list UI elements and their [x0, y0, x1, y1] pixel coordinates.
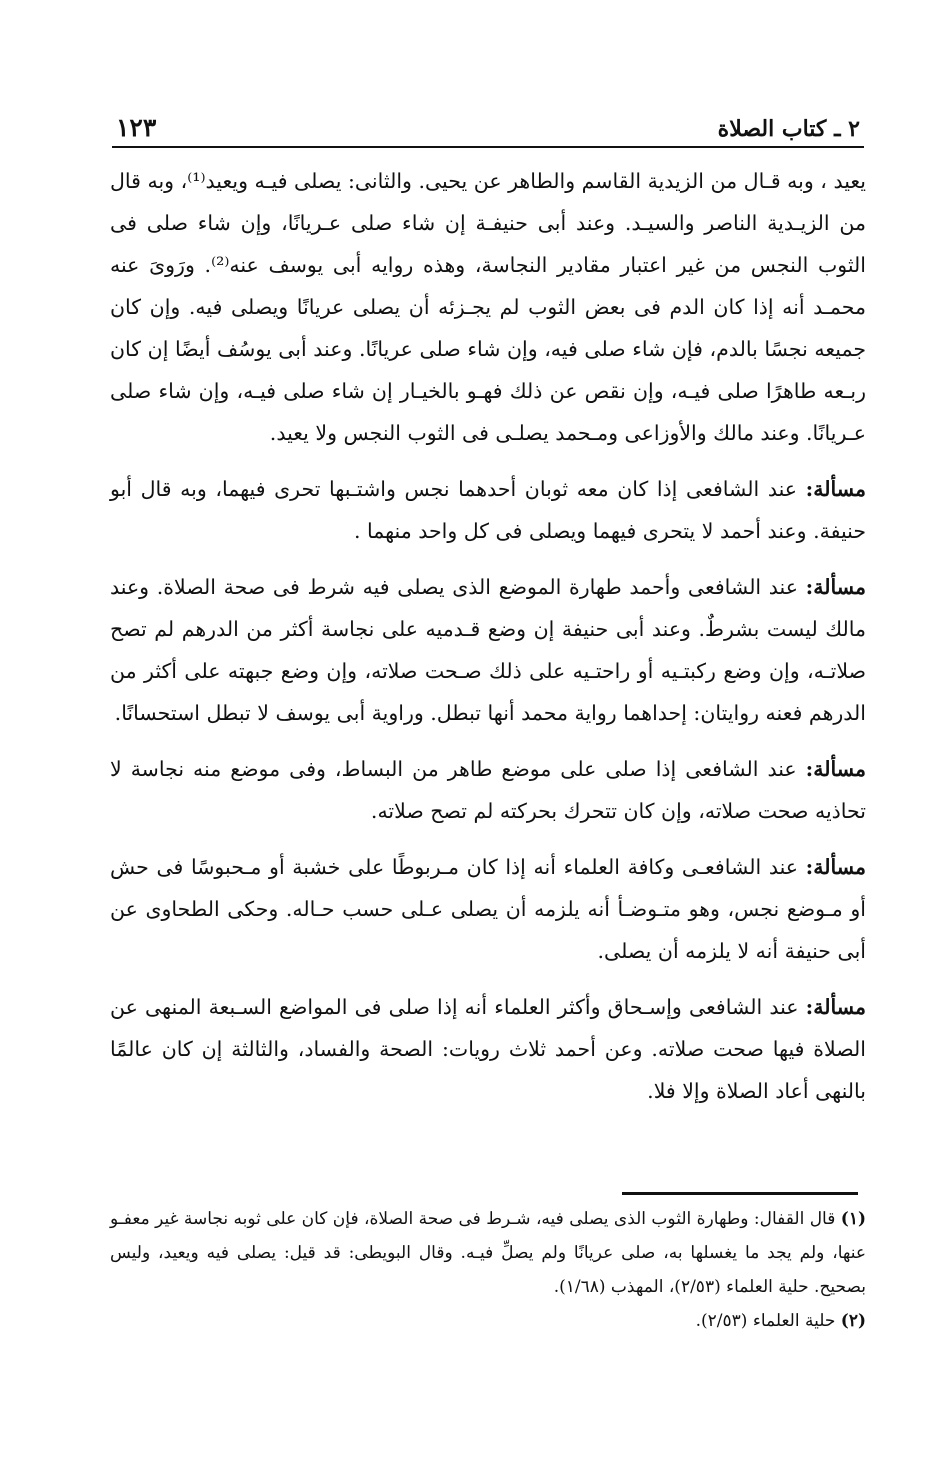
footnote-rule: [622, 1192, 858, 1195]
masala-label: مسألة:: [805, 477, 866, 501]
masala-label: مسألة:: [805, 757, 866, 781]
paragraph-text: عند الشافعى وإسـحاق وأكثر العلماء أنه إذا صلى فى المواضع السـبعة المنهى عن الصلاة فيها صحت صلاته. وعن أحمد ثلاث رويات: الصحة والفساد، والثالثة إن كان عالمًا بالنهى أعاد الصلاة وإلا فلا.: [110, 995, 866, 1103]
page-number: ١٢٣: [116, 113, 157, 142]
footnote-text: حلية العلماء (٢/٥٣).: [695, 1311, 836, 1331]
masala-label: مسألة:: [805, 855, 866, 879]
page-header: [116, 108, 860, 142]
paragraph: [110, 160, 866, 454]
footnote: [110, 1304, 866, 1338]
paragraph-text: عند الشافعى إذا كان معه ثوبان أحدهما نجس واشتـبها تحرى فيهما، وبه قال أبو حنيفة. وعند أحمد لا يتحرى فيهما ويصلى فى كل واحد منهما .: [110, 477, 866, 543]
masala-label: مسألة:: [805, 995, 866, 1019]
paragraph-text: عند الشافعـى وكافة العلماء أنه إذا كان مـربوطًا على خشبة أو مـحبوسًا فى حش أو مـوضع نجس، وهو متـوضـأ أنه يلزمه أن يصلى عـلى حسب حـاله. وحكى الطحاوى عن أبى حنيفة أنه لا يلزمه أن يصلى.: [110, 855, 866, 963]
footnote: [110, 1202, 866, 1304]
footnote-number: (٢): [840, 1311, 866, 1331]
footnote-text: قال القفال: وطهارة الثوب الذى يصلى فيه، شـرط فى صحة الصلاة، فإن كان على ثوبه نجاسة غير معفـو عنها، ولم يجد ما يغسلها به، صلى عريانًا ولم يصلِّ فيـه. وقال البويطى: قد قيل: يصلى فيه ويعيد، وليس بصحيح. حلية العلماء (٢/٥٣)، المهذب (١/٦٨).: [110, 1209, 866, 1297]
masala-paragraph: [110, 748, 866, 832]
header-rule: [112, 146, 864, 148]
footnote-number: (١): [840, 1209, 866, 1229]
masala-label: مسألة:: [805, 575, 866, 599]
masala-paragraph: [110, 846, 866, 972]
masala-paragraph: [110, 468, 866, 552]
masala-paragraph: [110, 986, 866, 1112]
footnotes: [110, 1202, 866, 1338]
masala-paragraph: [110, 566, 866, 734]
running-title: ٢ ـ كتاب الصلاة: [717, 116, 860, 142]
paragraph-text: عند الشافعى وأحمد طهارة الموضع الذى يصلى فيه شرط فى صحة الصلاة. وعند مالك ليست بشرطٌ. وعند أبى حنيفة إن وضع قـدميه على نجاسة أكثر من الدرهم لم تصح صلاتـه، وإن وضع ركبتـيه أو راحتـيه على ذلك صـحت صلاته، وإن وضع جبهته على أكثر من الدرهم فعنه روايتان: إحداهما رواية محمد أنها تبطل. وراوية أبى يوسف لا تبطل استحسانًا.: [110, 575, 866, 725]
paragraph-text: يعيد ، وبه قـال من الزيدية القاسم والطاهر عن يحيى. والثانى: يصلى فيـه ويعيد⁽¹⁾، وبه قال من الزيـدية الناصر والسيـد. وعند أبى حنيفـة إن شاء صلى عـريانًا، وإن شاء صلى فى الثوب النجس من غير اعتبار مقادير النجاسة، وهذه روايه أبى يوسف عنه⁽²⁾. ورَوىَ عنه محمـد أنه إذا كان الدم فى بعض الثوب لم يجـزئه أن يصلى عريانًا ويصلى فيه. وإن كان جميعه نجسًا بالدم، فإن شاء صلى فيه، وإن شاء صلى عريانًا. وعند أبى يوسُف أيضًا إن كان ربـعه طاهرًا صلى فيـه، وإن نقص عن ذلك فهـو بالخيـار إن شاء صلى فيـه، وإن شاء صلى عـريانًا. وعند مالك والأوزاعى ومـحمد يصلـى فى الثوب النجس ولا يعيد.: [110, 169, 866, 445]
paragraph-text: عند الشافعى إذا صلى على موضع طاهر من البساط، وفى موضع منه نجاسة لا تحاذيه صحت صلاته، وإن كان تتحرك بحركته لم تصح صلاته.: [110, 757, 866, 823]
main-text: [110, 160, 866, 1126]
